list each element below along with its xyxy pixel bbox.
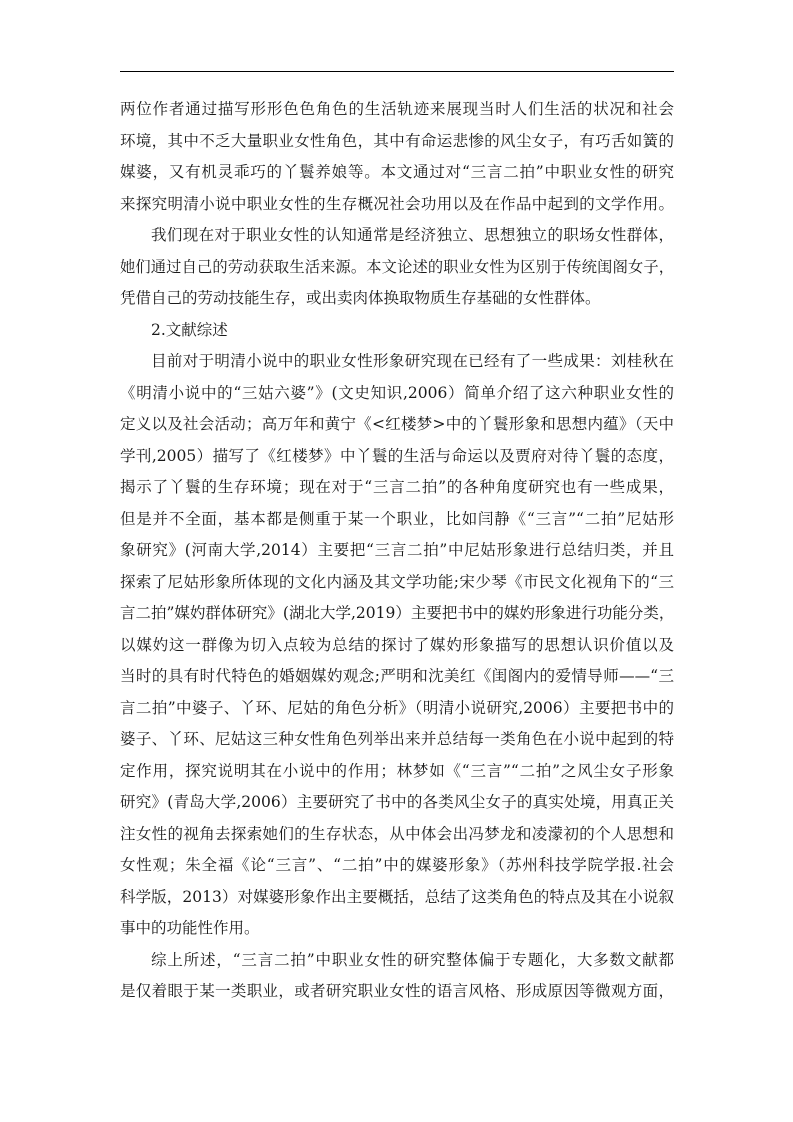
text-line: 她们通过自己的劳动获取生活来源。本文论述的职业女性为区别于传统闺阁女子， [120,257,674,276]
text-line: 定作用，探究说明其在小说中的作用；林梦如《“三言”“二拍”之风尘女子形象 [120,761,674,780]
text-line: 凭借自己的劳动技能生存，或出卖肉体换取物质生存基础的女性群体。 [120,289,601,307]
paragraph-intro-continuation [120,94,674,220]
paragraph-literature-review [120,346,674,945]
text-line: 揭示了丫鬟的生存环境；现在对于“三言二拍”的各种角度研究也有一些成果， [120,478,674,496]
text-line: 来探究明清小说中职业女性的生存概况社会功用以及在作品中起到的文学作用。 [120,194,674,213]
document-body [120,94,674,1008]
paragraph-definition [120,220,674,315]
text-line: 科学版，2013）对媒婆形象作出主要概括，总结了这类角色的特点及其在小说叙 [120,887,674,906]
text-line: 注女性的视角去探索她们的生存状态，从中体会出冯梦龙和凌濛初的个人思想和 [120,824,674,843]
text-line: 但是并不全面，基本都是侧重于某一个职业，比如闫静《“三言”“二拍”尼姑形 [120,509,674,528]
text-line: 言二拍”中婆子、丫环、尼姑的角色分析》（明清小说研究,2006）主要把书中的 [120,698,674,717]
text-line: 是仅着眼于某一类职业，或者研究职业女性的语言风格、形成原因等微观方面， [120,982,674,1000]
text-line: 《明清小说中的“三姑六婆”》(文史知识,2006）简单介绍了这六种职业女性的 [120,383,674,402]
text-line: 以媒妁这一群像为切入点较为总结的探讨了媒妁形象描写的思想认识价值以及 [120,635,674,654]
text-line: 两位作者通过描写形形色色角色的生活轨迹来展现当时人们生活的状况和社会 [120,100,674,118]
paragraph-summary [120,945,674,1008]
text-line: 目前对于明清小说中的职业女性形象研究现在已经有了一些成果：刘桂秋在 [151,352,674,370]
text-line: 学刊,2005）描写了《红楼梦》中丫鬟的生活与命运以及贾府对待丫鬟的态度， [120,446,674,465]
text-line: 事中的功能性作用。 [120,919,260,937]
text-line: 当时的具有时代特色的婚姻媒妁观念;严明和沈美红《闺阁内的爱情导师——“三 [120,667,674,685]
text-line: 婆子、丫环、尼姑这三种女性角色列举出来并总结每一类角色在小说中起到的特 [120,730,674,748]
text-line: 我们现在对于职业女性的认知通常是经济独立、思想独立的职场女性群体， [151,226,674,244]
text-line: 研究》(青岛大学,2006）主要研究了书中的各类风尘女子的真实处境，用真正关 [120,793,674,811]
text-line: 象研究》(河南大学,2014）主要把“三言二拍”中尼姑形象进行总结归类，并且 [120,541,674,559]
text-line: 定义以及社会活动；高万年和黄宁《<红楼梦>中的丫鬟形象和思想内蕴》（天中 [120,415,674,433]
text-line: 环境，其中不乏大量职业女性角色，其中有命运悲惨的风尘女子，有巧舌如簧的 [120,131,674,150]
text-line: 言二拍”媒妁群体研究》(湖北大学,2019）主要把书中的媒妁形象进行功能分类， [120,604,674,622]
section-heading: 2.文献综述 [151,320,228,339]
text-line: 探索了尼姑形象所体现的文化内涵及其文学功能;宋少琴《市民文化视角下的“三 [120,572,674,591]
text-line: 综上所述，“三言二拍”中职业女性的研究整体偏于专题化，大多数文献都 [151,950,674,969]
text-line: 女性观；朱全福《论“三言”、“二拍”中的媒婆形象》（苏州科技学院学报.社会 [120,856,674,874]
text-line: 媒婆，又有机灵乖巧的丫鬟养娘等。本文通过对“三言二拍”中职业女性的研究 [120,163,674,181]
header-rule [120,71,674,72]
